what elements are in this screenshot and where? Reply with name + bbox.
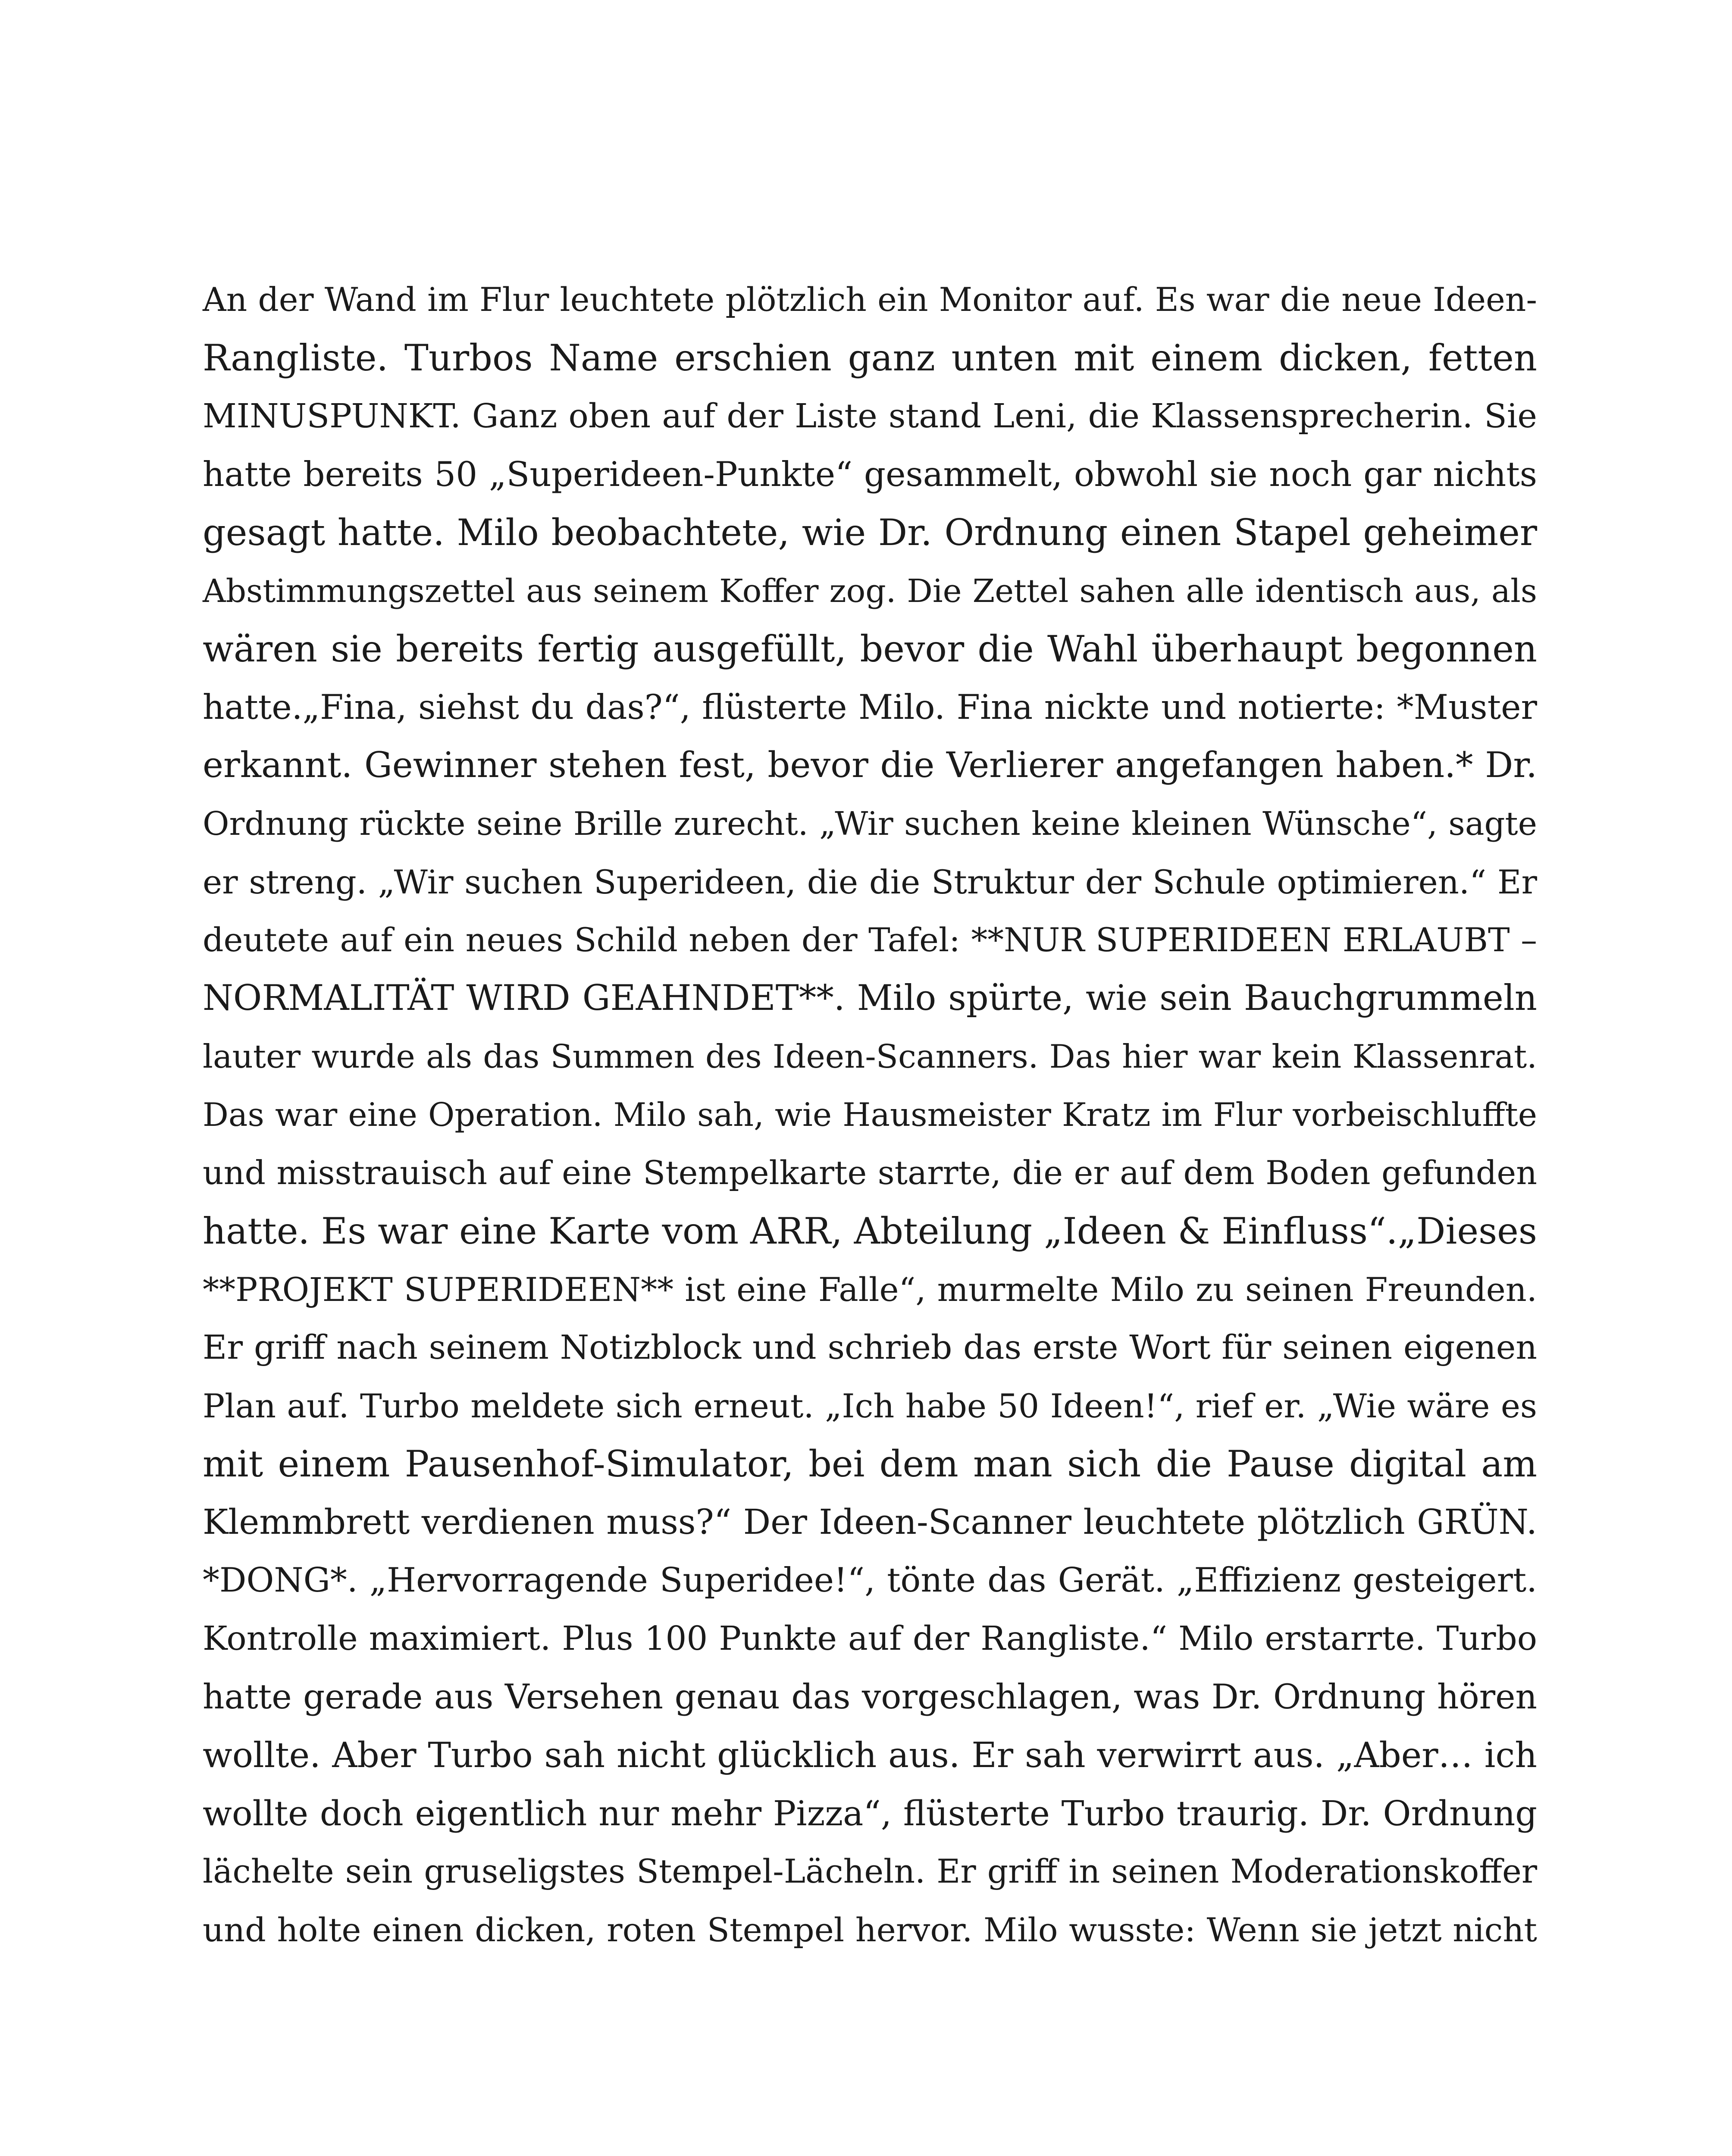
text-line: Kontrolle maximiert. Plus 100 Punkte auf der Rangliste.“ Milo erstarrte. Turbo bbox=[203, 1620, 1537, 1658]
text-line: hatte gerade aus Versehen genau das vorgeschlagen, was Dr. Ordnung hören bbox=[203, 1677, 1537, 1717]
text-line: erkannt. Gewinner stehen fest, bevor die Verlierer angefangen haben.* Dr. bbox=[203, 745, 1537, 786]
text-line: *DONG*. „Hervorragende Superidee!“, tönte das Gerät. „Effizienz gesteigert. bbox=[203, 1561, 1537, 1600]
text-line: wollte. Aber Turbo sah nicht glücklich aus. Er sah verwirrt aus. „Aber… ich bbox=[203, 1735, 1537, 1775]
text-line: Das war eine Operation. Milo sah, wie Hausmeister Kratz im Flur vorbeischluffte bbox=[203, 1096, 1537, 1134]
text-line: An der Wand im Flur leuchtete plötzlich ein Monitor auf. Es war die neue Ideen- bbox=[203, 281, 1537, 319]
text-line: Er griff nach seinem Notizblock und schrieb das erste Wort für seinen eigenen bbox=[203, 1328, 1537, 1367]
text-line: deutete auf ein neues Schild neben der Tafel: **NUR SUPERIDEEN ERLAUBT – bbox=[203, 921, 1537, 959]
text-line: und misstrauisch auf eine Stempelkarte starrte, die er auf dem Boden gefunden bbox=[203, 1154, 1537, 1192]
text-line: Ordnung rückte seine Brille zurecht. „Wir suchen keine kleinen Wünsche“, sagte bbox=[203, 805, 1537, 843]
text-line: NORMALITÄT WIRD GEAHNDET**. Milo spürte, wie sein Bauchgrummeln bbox=[203, 978, 1537, 1018]
text-line: wären sie bereits fertig ausgefüllt, bevor die Wahl überhaupt begonnen bbox=[203, 628, 1537, 670]
text-line: Rangliste. Turbos Name erschien ganz unten mit einem dicken, fetten bbox=[203, 337, 1537, 379]
text-line: hatte. Es war eine Karte vom ARR, Abteilung „Ideen & Einfluss“.„Dieses bbox=[203, 1210, 1537, 1252]
text-line: er streng. „Wir suchen Superideen, die die Struktur der Schule optimieren.“ Er bbox=[203, 863, 1537, 901]
text-line: Abstimmungszettel aus seinem Koffer zog. Die Zettel sahen alle identisch aus, als bbox=[203, 572, 1537, 610]
text-line: mit einem Pausenhof-Simulator, bei dem man sich die Pause digital am bbox=[203, 1443, 1537, 1485]
text-line: hatte.„Fina, siehst du das?“, flüsterte Milo. Fina nickte und notierte: *Muster bbox=[203, 688, 1537, 727]
text-line: und holte einen dicken, roten Stempel hervor. Milo wusste: Wenn sie jetzt nicht bbox=[203, 1911, 1537, 1949]
text-line: Klemmbrett verdienen muss?“ Der Ideen-Scanner leuchtete plötzlich GRÜN. bbox=[203, 1502, 1537, 1542]
text-line: gesagt hatte. Milo beobachtete, wie Dr. Ordnung einen Stapel geheimer bbox=[203, 511, 1537, 554]
text-line: Plan auf. Turbo meldete sich erneut. „Ich habe 50 Ideen!“, rief er. „Wie wäre es bbox=[203, 1387, 1537, 1425]
text-line: wollte doch eigentlich nur mehr Pizza“, flüsterte Turbo traurig. Dr. Ordnung bbox=[203, 1793, 1537, 1833]
text-line: **PROJEKT SUPERIDEEN** ist eine Falle“, murmelte Milo zu seinen Freunden. bbox=[203, 1270, 1537, 1309]
text-line: lauter wurde als das Summen des Ideen-Scanners. Das hier war kein Klassenrat. bbox=[203, 1037, 1537, 1075]
text-line: MINUSPUNKT. Ganz oben auf der Liste stand Leni, die Klassensprecherin. Sie bbox=[203, 397, 1537, 436]
text-line: lächelte sein gruseligstes Stempel-Lächeln. Er griff in seinen Moderationskoffer bbox=[203, 1852, 1537, 1890]
body-text bbox=[203, 271, 1537, 1959]
text-line: hatte bereits 50 „Superideen-Punkte“ gesammelt, obwohl sie noch gar nichts bbox=[203, 455, 1537, 494]
